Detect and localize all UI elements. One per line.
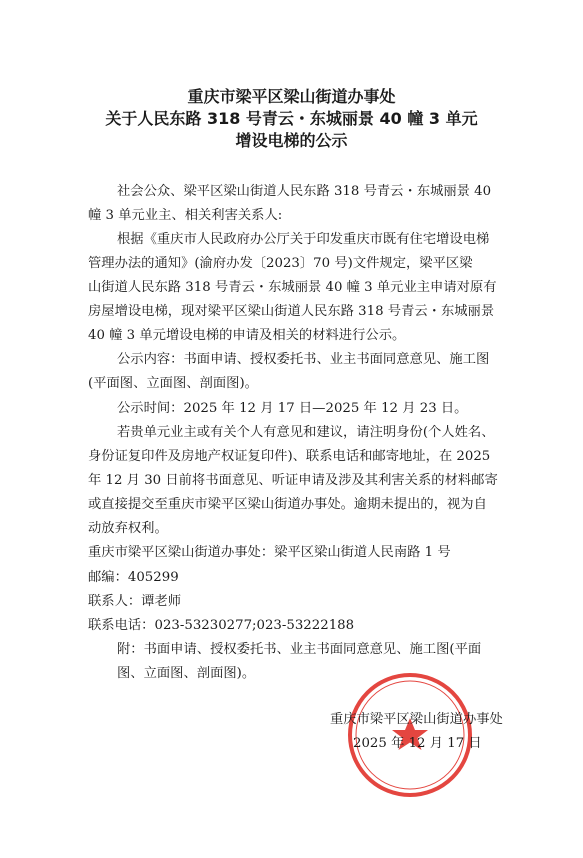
body-line: 山街道人民东路 318 号青云・东城丽景 40 幢 3 单元业主申请对原有	[88, 280, 497, 295]
signature-date: 2025 年 12 月 17 日	[353, 736, 482, 751]
body-line: 40 幢 3 单元增设电梯的申请及相关的材料进行公示。	[88, 328, 406, 343]
postcode-line: 邮编：405299	[88, 570, 179, 585]
body-line: 管理办法的通知》(渝府办发〔2023〕70 号)文件规定，梁平区梁	[88, 256, 473, 271]
body-line: 社会公众、梁平区梁山街道人民东路 318 号青云・东城丽景 40	[117, 184, 492, 199]
address-line: 重庆市梁平区梁山街道办事处：梁平区梁山街道人民南路 1 号	[88, 545, 451, 560]
body-line: 或直接提交至重庆市梁平区梁山街道办事处。逾期未提出的，视为自	[88, 497, 487, 512]
signature-org: 重庆市梁平区梁山街道办事处	[330, 712, 503, 727]
title-line-2: 关于人民东路 318 号青云・东城丽景 40 幢 3 单元	[105, 109, 478, 128]
attachment-line: 附：书面申请、授权委托书、业主书面同意意见、施工图(平面	[117, 642, 482, 657]
body-line: 身份证复印件及房地产权证复印件)、联系电话和邮寄地址，在 2025	[88, 449, 491, 464]
body-line: 公示时间：2025 年 12 月 17 日—2025 年 12 月 23 日。	[117, 401, 468, 416]
body-line: 若贵单元业主或有关个人有意见和建议，请注明身份(个人姓名、	[117, 425, 495, 440]
body-line: 根据《重庆市人民政府办公厅关于印发重庆市既有住宅增设电梯	[117, 232, 490, 247]
contact-person-line: 联系人：谭老师	[88, 594, 182, 609]
title-line-1: 重庆市梁平区梁山街道办事处	[187, 87, 396, 106]
contact-phone-line: 联系电话：023-53230277;023-53222188	[88, 618, 355, 633]
body-line: (平面图、立面图、剖面图)。	[88, 376, 258, 391]
title-line-3: 增设电梯的公示	[235, 131, 348, 150]
body-line: 房屋增设电梯，现对梁平区梁山街道人民东路 318 号青云・东城丽景	[88, 304, 495, 319]
body-line: 年 12 月 30 日前将书面意见、听证申请及涉及其利害关系的材料邮寄	[88, 473, 498, 488]
body-line: 幢 3 单元业主、相关利害关系人:	[88, 208, 283, 223]
body-line: 动放弃权利。	[88, 521, 168, 536]
attachment-line: 图、立面图、剖面图)。	[117, 666, 256, 681]
body-line: 公示内容：书面申请、授权委托书、业主书面同意意见、施工图	[117, 352, 490, 367]
